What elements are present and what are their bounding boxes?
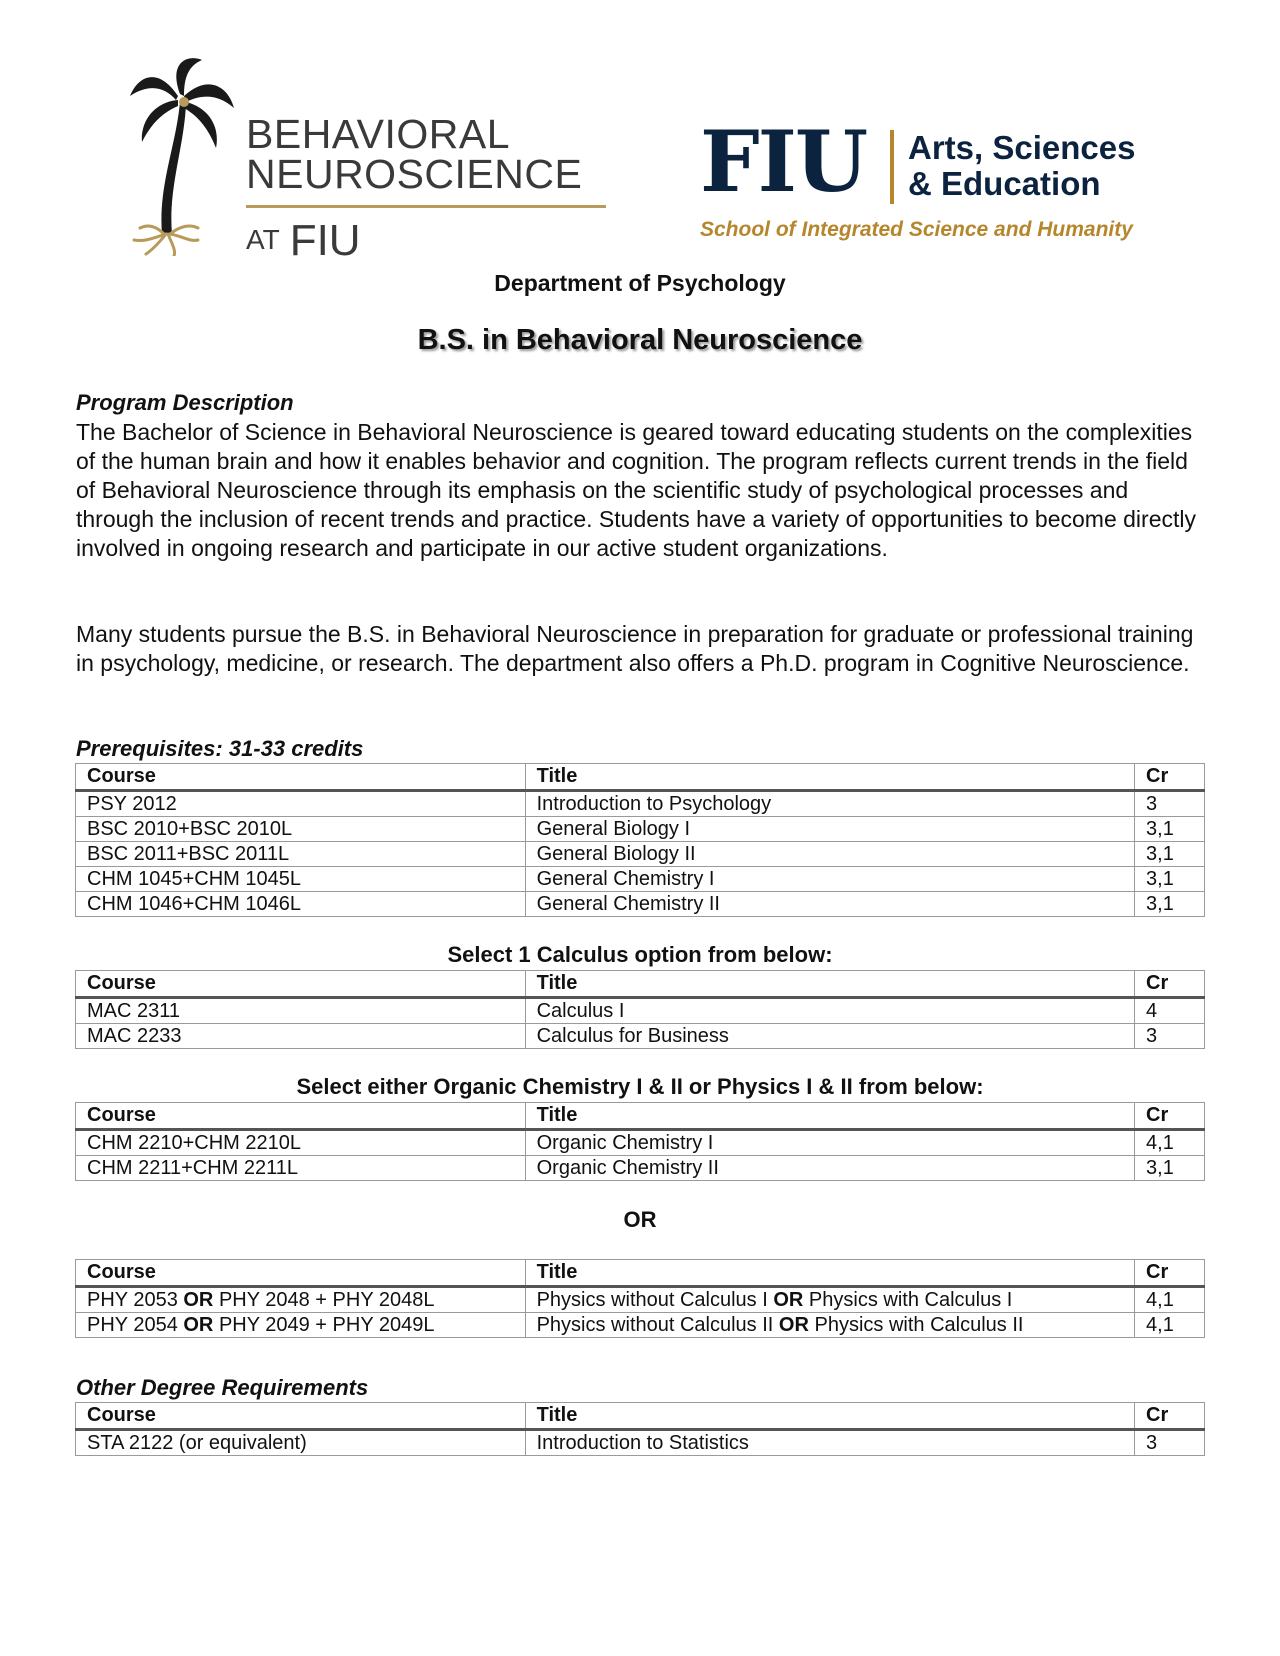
column-header-title: Title xyxy=(525,764,1134,791)
course-option-b: PHY 2048 + PHY 2048L xyxy=(218,1288,435,1311)
title-cell xyxy=(525,1313,1134,1338)
department-title: Department of Psychology xyxy=(494,270,786,296)
table-header-row xyxy=(76,971,1205,998)
fiu-college-name xyxy=(908,130,1135,202)
course-cell: BSC 2011+BSC 2011L xyxy=(76,842,526,867)
table-row xyxy=(76,791,1205,817)
fiu-college-logo xyxy=(700,112,1160,250)
title-cell: Introduction to Statistics xyxy=(525,1430,1134,1456)
column-header-title: Title xyxy=(525,1403,1134,1430)
title-cell: Organic Chemistry I xyxy=(525,1130,1134,1156)
degree-title: B.S. in Behavioral Neuroscience xyxy=(417,324,863,356)
title-option-b: Physics with Calculus I xyxy=(808,1288,1013,1311)
course-option-b: PHY 2049 + PHY 2049L xyxy=(218,1313,435,1336)
table-row xyxy=(76,1024,1205,1049)
credits-cell: 3,1 xyxy=(1135,817,1205,842)
fiu-logo-divider xyxy=(890,130,894,204)
column-header-course: Course xyxy=(76,971,526,998)
bn-logo-text xyxy=(246,111,583,197)
other-requirements-heading: Other Degree Requirements xyxy=(76,1375,369,1400)
fiu-school-name: School of Integrated Science and Humanity xyxy=(700,218,1133,241)
table-row xyxy=(76,867,1205,892)
column-header-course: Course xyxy=(76,764,526,791)
column-header-course: Course xyxy=(76,1260,526,1287)
title-cell: General Biology I xyxy=(525,817,1134,842)
bn-logo-line1: BEHAVIORAL xyxy=(246,111,510,157)
course-cell: MAC 2311 xyxy=(76,998,526,1024)
calculus-heading: Select 1 Calculus option from below: xyxy=(447,942,833,967)
column-header-course: Course xyxy=(76,1403,526,1430)
title-cell: Calculus I xyxy=(525,998,1134,1024)
organic-chemistry-table xyxy=(75,1102,1205,1181)
table-header-row xyxy=(76,764,1205,791)
credits-cell: 3 xyxy=(1135,1024,1205,1049)
fiu-wordmark: FIU xyxy=(700,112,867,211)
prerequisites-table xyxy=(75,763,1205,917)
title-option-a: Physics without Calculus I xyxy=(536,1288,768,1311)
table-row xyxy=(76,817,1205,842)
table-header-row xyxy=(76,1403,1205,1430)
table-row xyxy=(76,1430,1205,1456)
calculus-table xyxy=(75,970,1205,1049)
prerequisites-heading: Prerequisites: 31-33 credits xyxy=(76,736,364,761)
fiu-college-line1: Arts, Sciences xyxy=(908,129,1136,166)
course-option-a: PHY 2054 xyxy=(87,1313,178,1336)
title-cell: General Biology II xyxy=(525,842,1134,867)
course-cell: CHM 1046+CHM 1046L xyxy=(76,892,526,917)
physics-table xyxy=(75,1259,1205,1338)
title-option-b: Physics with Calculus II xyxy=(814,1313,1024,1336)
or-keyword: OR xyxy=(183,1288,214,1311)
or-keyword: OR xyxy=(183,1313,214,1336)
credits-cell: 4,1 xyxy=(1135,1313,1205,1338)
other-requirements-table xyxy=(75,1402,1205,1456)
bn-logo-at-fiu xyxy=(246,216,361,266)
title-cell: Calculus for Business xyxy=(525,1024,1134,1049)
program-description-heading: Program Description xyxy=(76,390,294,415)
credits-cell: 3 xyxy=(1135,791,1205,817)
bn-logo-rule xyxy=(246,205,606,208)
column-header-cr: Cr xyxy=(1135,1403,1205,1430)
or-keyword: OR xyxy=(773,1288,804,1311)
column-header-title: Title xyxy=(525,1103,1134,1130)
column-header-cr: Cr xyxy=(1135,1103,1205,1130)
table-header-row xyxy=(76,1260,1205,1287)
column-header-cr: Cr xyxy=(1135,1260,1205,1287)
column-header-cr: Cr xyxy=(1135,764,1205,791)
credits-cell: 4 xyxy=(1135,998,1205,1024)
course-cell: MAC 2233 xyxy=(76,1024,526,1049)
orgchem-physics-heading: Select either Organic Chemistry I & II or Physics I & II from below: xyxy=(296,1074,984,1099)
table-row xyxy=(76,1130,1205,1156)
table-row xyxy=(76,842,1205,867)
course-cell: PSY 2012 xyxy=(76,791,526,817)
course-option-a: PHY 2053 xyxy=(87,1288,178,1311)
credits-cell: 3 xyxy=(1135,1430,1205,1456)
table-header-row xyxy=(76,1103,1205,1130)
table-row xyxy=(76,1313,1205,1338)
table-row xyxy=(76,1156,1205,1181)
credits-cell: 4,1 xyxy=(1135,1287,1205,1313)
column-header-title: Title xyxy=(525,1260,1134,1287)
fiu-college-line2: & Education xyxy=(908,165,1101,202)
course-cell xyxy=(76,1287,526,1313)
column-header-course: Course xyxy=(76,1103,526,1130)
credits-cell: 3,1 xyxy=(1135,892,1205,917)
table-row xyxy=(76,1287,1205,1313)
program-description-paragraph-1: The Bachelor of Science in Behavioral Neuroscience is geared toward educating students on the complexities of the human brain and how it enables behavior and cognition. The program reflects current trends in the field of Behavioral Neuroscience through its emphasis on the scientific study of psychological processes and through the inclusion of recent trends and practice. Students have a variety of opportunities to become directly involved in ongoing research and participate in our active student organizations. xyxy=(76,419,1196,561)
title-cell: General Chemistry II xyxy=(525,892,1134,917)
bn-logo-at: AT xyxy=(246,224,280,255)
title-cell: General Chemistry I xyxy=(525,867,1134,892)
column-header-cr: Cr xyxy=(1135,971,1205,998)
program-description-paragraph-2: Many students pursue the B.S. in Behavioral Neuroscience in preparation for graduate or professional training in psychology, medicine, or research. The department also offers a Ph.D. program in Cognitive Neuroscience. xyxy=(76,621,1194,676)
course-cell: BSC 2010+BSC 2010L xyxy=(76,817,526,842)
table-row xyxy=(76,998,1205,1024)
title-cell: Introduction to Psychology xyxy=(525,791,1134,817)
credits-cell: 4,1 xyxy=(1135,1130,1205,1156)
credits-cell: 3,1 xyxy=(1135,1156,1205,1181)
credits-cell: 3,1 xyxy=(1135,867,1205,892)
course-cell: CHM 2210+CHM 2210L xyxy=(76,1130,526,1156)
behavioral-neuroscience-logo xyxy=(128,56,608,266)
course-cell: CHM 1045+CHM 1045L xyxy=(76,867,526,892)
course-cell xyxy=(76,1313,526,1338)
table-row xyxy=(76,892,1205,917)
title-cell xyxy=(525,1287,1134,1313)
course-cell: STA 2122 (or equivalent) xyxy=(76,1430,526,1456)
course-cell: CHM 2211+CHM 2211L xyxy=(76,1156,526,1181)
bn-logo-line2: NEUROSCIENCE xyxy=(246,151,583,197)
or-keyword: OR xyxy=(778,1313,809,1336)
title-cell: Organic Chemistry II xyxy=(525,1156,1134,1181)
or-separator: OR xyxy=(623,1207,657,1232)
credits-cell: 3,1 xyxy=(1135,842,1205,867)
column-header-title: Title xyxy=(525,971,1134,998)
palm-tree-icon xyxy=(128,56,238,256)
bn-logo-fiu: FIU xyxy=(289,216,361,265)
title-option-a: Physics without Calculus II xyxy=(536,1313,774,1336)
